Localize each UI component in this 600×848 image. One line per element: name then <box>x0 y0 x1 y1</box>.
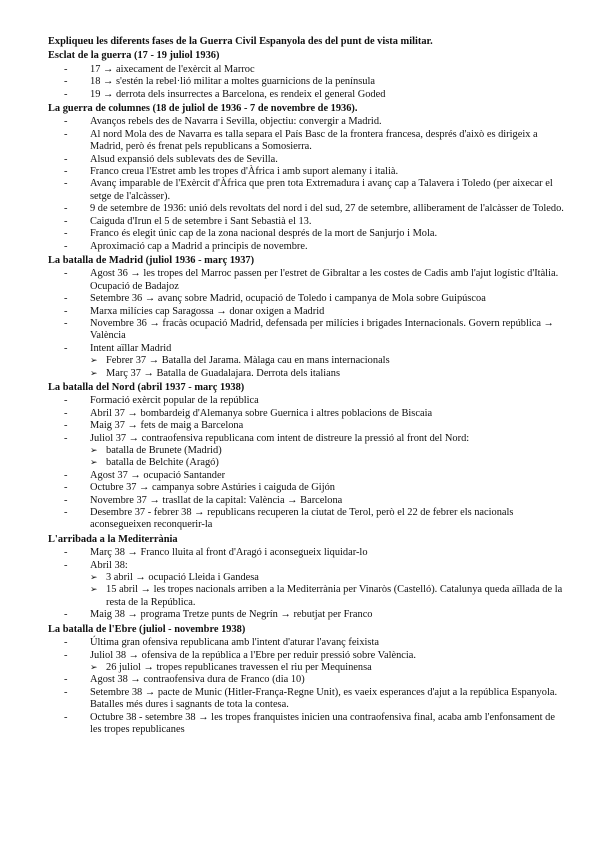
list-item-text: Setembre 38 → pacte de Munic (Hitler-França-Regne Unit), es vaeix esperances d'ajut a la república Espanyola. Batalles més dures i sagnants de tota la contesa. <box>90 686 558 711</box>
sub-list-item: ➢ Febrer 37 → Batalla del Jarama. Màlaga cau en mans internacionals <box>90 355 568 367</box>
list-item-text: 9 de setembre de 1936: unió dels revoltats del nord i del sud, 27 de setembre, alliberament de l'alcàsser de Toledo. <box>90 203 564 215</box>
list-item <box>48 306 568 318</box>
sub-list <box>90 445 568 470</box>
list-item <box>48 495 568 507</box>
section-heading: La batalla de Madrid (juliol 1936 - març 1937) <box>48 254 255 266</box>
list-item <box>48 166 568 178</box>
list-item <box>48 433 568 470</box>
sub-list-item: ➢ 26 juliol → tropes republicanes travessen el riu per Mequinensa <box>90 662 568 674</box>
sub-list-item: ➢ batalla de Brunete (Madrid) <box>90 445 568 457</box>
list-item-text: Avanç imparable de l'Exèrcit d'Àfrica que pren tota Extremadura i avanç cap a Talavera i Toledo (per aixecar el setge de l'alcàsser). <box>90 178 553 202</box>
list-item <box>48 712 568 737</box>
list-item <box>48 482 568 494</box>
list-item <box>48 637 568 649</box>
list-item-text: Agost 38 → contraofensiva dura de Franco (dia 10) <box>90 674 305 686</box>
sub-list-item: ➢ batalla de Belchite (Aragó) <box>90 457 568 469</box>
list-item-text: Octubre 37 → campanya sobre Astúries i caiguda de Gijón <box>90 482 335 494</box>
list-item-text: Caiguda d'Irun el 5 de setembre i Sant Sebastià el 13. <box>90 215 312 227</box>
list-item-text: 18 → s'estén la rebel·lió militar a moltes guarnicions de la península <box>90 76 375 88</box>
list-item <box>48 228 568 240</box>
list-item-text: Franco creua l'Estret amb les tropes d'Àfrica i amb suport alemany i italià. <box>90 166 399 178</box>
list-item <box>48 650 568 675</box>
list-item-text: 17 → aixecament de l'exèrcit al Marroc <box>90 63 255 75</box>
section-list <box>48 116 568 252</box>
list-item <box>48 674 568 686</box>
list-item <box>48 203 568 215</box>
list-item-text: Abril 37 → bombardeig d'Alemanya sobre Guernica i altres poblacions de Biscaia <box>90 407 433 419</box>
list-item-text: Aproximació cap a Madrid a principis de novembre. <box>90 240 308 252</box>
section-list <box>48 637 568 736</box>
list-item <box>48 129 568 154</box>
document-page <box>48 36 568 736</box>
document-body <box>48 50 568 736</box>
document-title: Expliqueu les diferents fases de la Guerra Civil Espanyola des del punt de vista militar. <box>48 36 433 47</box>
list-item-text: Setembre 36 → avanç sobre Madrid, ocupació de Toledo i campanya de Mola sobre Guipúscoa <box>90 293 486 305</box>
list-item-text: Marxa milícies cap Saragossa → donar oxigen a Madrid <box>90 305 325 317</box>
section-heading: La batalla de l'Ebre (juliol - novembre 1938) <box>48 623 246 635</box>
section-list <box>48 268 568 380</box>
list-item-text: Agost 37 → ocupació Santander <box>90 469 226 481</box>
list-item-text: Agost 36 → les tropes del Marroc passen per l'estret de Gibraltar a les costes de Cadis amb l'ajut logístic d'Itàlia. Ocupació de Badajoz <box>90 268 559 292</box>
list-item-text: Franco és elegit únic cap de la zona nacional després de la mort de Sanjurjo i Mola. <box>90 228 438 240</box>
list-item <box>48 216 568 228</box>
list-item-text: Maig 38 → programa Tretze punts de Negrín → rebutjat per Franco <box>90 609 373 621</box>
list-item-text: 19 → derrota dels insurrectes a Barcelona, es rendeix el general Goded <box>90 88 386 100</box>
list-item-text: Última gran ofensiva republicana amb l'intent d'aturar l'avanç feixista <box>90 637 379 649</box>
list-item-text: Maig 37 → fets de maig a Barcelona <box>90 420 244 432</box>
list-item <box>48 395 568 407</box>
list-item-text: Juliol 38 → ofensiva de la república a l'Ebre per reduir pressió sobre València. <box>90 649 416 661</box>
sub-list-item: ➢ 15 abril → les tropes nacionals arriben a la Mediterrània per Vinaròs (Castelló). Catalunya queda aïllada de la resta de la República. <box>90 584 568 609</box>
list-item <box>48 408 568 420</box>
list-item-text: Avanços rebels des de Navarra i Sevilla, objectiu: convergir a Madrid. <box>90 116 382 128</box>
list-item <box>48 420 568 432</box>
section-list <box>48 547 568 621</box>
list-item-text: Desembre 37 - febrer 38 → republicans recuperen la ciutat de Terol, però el 22 de febrer els nacionals aconsegueixen reconquerir-la <box>90 507 514 531</box>
list-item-text: Juliol 37 → contraofensiva republicana com intent de distreure la pressió al front del Nord: <box>90 432 470 444</box>
sub-list <box>90 572 568 609</box>
section-heading: Esclat de la guerra (17 - 19 juliol 1936) <box>48 50 220 62</box>
list-item-text: Abril 38: <box>90 559 128 571</box>
list-item <box>48 318 568 343</box>
list-item <box>48 560 568 610</box>
list-item <box>48 470 568 482</box>
section-heading: La guerra de columnes (18 de juliol de 1936 - 7 de novembre de 1936). <box>48 103 358 115</box>
list-item-text: Alsud expansió dels sublevats des de Sevilla. <box>90 153 278 165</box>
list-item-text: Novembre 36 → fracàs ocupació Madrid, defensada per milícies i brigades Internacionals. Govern república → València <box>90 317 554 342</box>
list-item-text: Intent aïllar Madrid <box>90 342 172 354</box>
list-item <box>48 154 568 166</box>
list-item <box>48 241 568 253</box>
list-item <box>48 116 568 128</box>
section-heading: L'arribada a la Mediterrània <box>48 533 178 545</box>
sub-list-item: ➢ 3 abril → ocupació Lleida i Gandesa <box>90 572 568 584</box>
list-item <box>48 293 568 305</box>
section-heading: La batalla del Nord (abril 1937 - març 1938) <box>48 381 245 393</box>
list-item-text: Al nord Mola des de Navarra es talla separa el País Basc de la frontera francesa, després d'això es dirigeix a Madrid, però és frenat pels republicans a Somosierra. <box>90 128 538 153</box>
list-item <box>48 268 568 293</box>
list-item-text: Novembre 37 → trasllat de la capital: València → Barcelona <box>90 494 343 506</box>
list-item-text: Octubre 38 - setembre 38 → les tropes franquistes inicien una contraofensiva final, acaba amb l'enfonsament de les tropes republicanes <box>90 711 555 735</box>
sub-list <box>90 662 568 674</box>
list-item <box>48 687 568 712</box>
list-item <box>48 343 568 380</box>
sub-list <box>90 355 568 380</box>
list-item-text: Març 38 → Franco lluita al front d'Aragó i aconsegueix liquidar-lo <box>90 547 368 559</box>
list-item <box>48 178 568 203</box>
list-item <box>48 76 568 88</box>
list-item <box>48 507 568 532</box>
section-list <box>48 395 568 531</box>
section-list <box>48 64 568 101</box>
sub-list-item: ➢ Març 37 → Batalla de Guadalajara. Derrota dels italians <box>90 368 568 380</box>
list-item <box>48 89 568 101</box>
list-item <box>48 609 568 621</box>
list-item <box>48 547 568 559</box>
list-item <box>48 64 568 76</box>
list-item-text: Formació exèrcit popular de la república <box>90 395 259 407</box>
